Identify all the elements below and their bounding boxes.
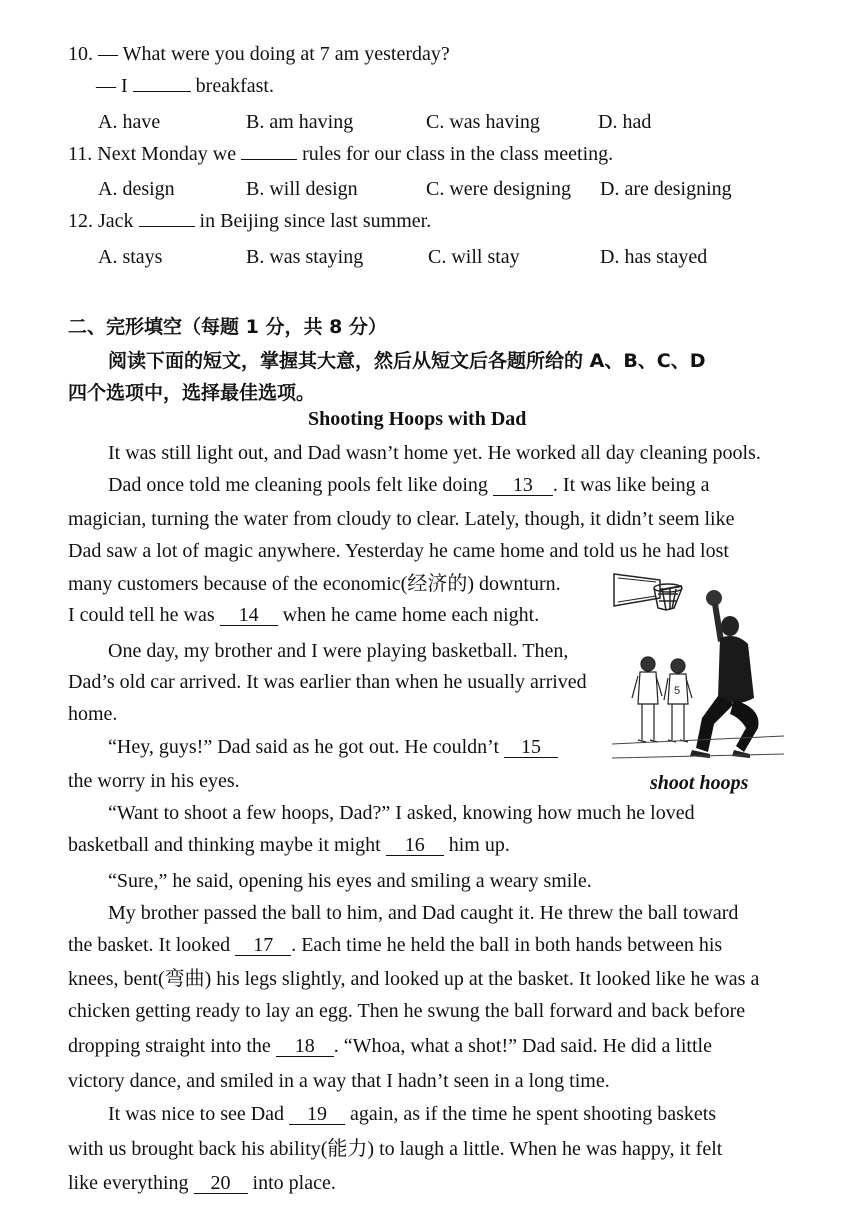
question-10-stem: 10. — What were you doing at 7 am yesterday? bbox=[68, 43, 450, 65]
option-b[interactable]: B. am having bbox=[246, 111, 354, 133]
option-c[interactable]: C. will stay bbox=[428, 246, 520, 268]
blank-15[interactable]: 15 bbox=[504, 737, 558, 758]
boy-figure-right bbox=[664, 659, 692, 742]
passage-line: Dad’s old car arrived. It was earlier than when he usually arrived bbox=[68, 671, 587, 693]
passage-title: Shooting Hoops with Dad bbox=[308, 408, 527, 430]
basketball-hoop-icon bbox=[614, 574, 682, 610]
blank-13[interactable]: 13 bbox=[493, 475, 553, 496]
option-b[interactable]: B. was staying bbox=[246, 246, 364, 268]
basketball-icon bbox=[706, 590, 722, 606]
blank-19[interactable]: 19 bbox=[289, 1104, 345, 1125]
passage-line: magician, turning the water from cloudy to clear. Lately, though, it didn’t seem like bbox=[68, 508, 735, 530]
passage-line: “Want to shoot a few hoops, Dad?” I asked, knowing how much he loved bbox=[108, 802, 695, 824]
passage-line: Dad once told me cleaning pools felt like doing 13 . It was like being a bbox=[108, 474, 710, 496]
passage-line: the worry in his eyes. bbox=[68, 770, 240, 792]
question-11-stem: 11. Next Monday we rules for our class in the class meeting. bbox=[68, 143, 614, 165]
option-c[interactable]: C. was having bbox=[426, 111, 540, 133]
passage-line: Dad saw a lot of magic anywhere. Yesterday he came home and told us he had lost bbox=[68, 540, 729, 562]
option-a[interactable]: A. stays bbox=[98, 246, 163, 268]
section-instruction: 阅读下面的短文，掌握其大意，然后从短文后各题所给的 A、B、C、D bbox=[108, 350, 706, 372]
basketball-illustration bbox=[612, 568, 784, 768]
passage-line: victory dance, and smiled in a way that I hadn’t seen in a long time. bbox=[68, 1070, 610, 1092]
option-a[interactable]: A. design bbox=[98, 178, 175, 200]
option-c[interactable]: C. were designing bbox=[426, 178, 571, 200]
section-instruction-cont: 四个选项中，选择最佳选项。 bbox=[68, 382, 316, 404]
passage-line: basketball and thinking maybe it might 16 him up. bbox=[68, 834, 510, 856]
passage-line: the basket. It looked 17 . Each time he held the ball in both hands between his bbox=[68, 934, 723, 956]
section-heading: 二、完形填空（每题 1 分，共 8 分） bbox=[68, 316, 387, 338]
answer-blank[interactable] bbox=[133, 91, 191, 92]
passage-line: “Sure,” he said, opening his eyes and smiling a weary smile. bbox=[108, 870, 592, 892]
passage-line: I could tell he was 14 when he came home each night. bbox=[68, 604, 540, 626]
blank-16[interactable]: 16 bbox=[386, 835, 444, 856]
passage-line: home. bbox=[68, 703, 118, 725]
option-d[interactable]: D. had bbox=[598, 111, 652, 133]
passage-line: “Hey, guys!” Dad said as he got out. He couldn’t 15 bbox=[108, 735, 558, 759]
option-a[interactable]: A. have bbox=[98, 111, 161, 133]
question-12-stem: 12. Jack in Beijing since last summer. bbox=[68, 210, 432, 232]
passage-line: like everything 20 into place. bbox=[68, 1172, 336, 1194]
option-b[interactable]: B. will design bbox=[246, 178, 358, 200]
blank-18[interactable]: 18 bbox=[276, 1036, 334, 1057]
blank-20[interactable]: 20 bbox=[194, 1173, 248, 1194]
blank-17[interactable]: 17 bbox=[235, 935, 291, 956]
blank-14[interactable]: 14 bbox=[220, 605, 278, 626]
passage-line: many customers because of the economic(经济的) downturn. bbox=[68, 573, 561, 595]
passage-line: It was still light out, and Dad wasn’t home yet. He worked all day cleaning pools. bbox=[108, 442, 761, 464]
jersey-number: 5 bbox=[674, 685, 681, 697]
illustration-caption: shoot hoops bbox=[650, 772, 749, 794]
passage-line: One day, my brother and I were playing basketball. Then, bbox=[108, 640, 569, 662]
passage-line: knees, bent(弯曲) his legs slightly, and looked up at the basket. It looked like he was a bbox=[68, 968, 760, 990]
option-d[interactable]: D. has stayed bbox=[600, 246, 708, 268]
question-10-line2: — I breakfast. bbox=[96, 75, 274, 97]
dad-shooting-figure bbox=[690, 604, 759, 758]
passage-line: My brother passed the ball to him, and Dad caught it. He threw the ball toward bbox=[108, 902, 739, 924]
answer-blank[interactable] bbox=[241, 159, 297, 160]
passage-line: dropping straight into the 18 . “Whoa, what a shot!” Dad said. He did a little bbox=[68, 1035, 712, 1057]
passage-line: with us brought back his ability(能力) to laugh a little. When he was happy, it felt bbox=[68, 1138, 723, 1160]
passage-line: It was nice to see Dad 19 again, as if the time he spent shooting baskets bbox=[108, 1103, 717, 1125]
option-d[interactable]: D. are designing bbox=[600, 178, 732, 200]
boy-figure-left bbox=[632, 657, 662, 742]
passage-line: chicken getting ready to lay an egg. Then he swung the ball forward and back before bbox=[68, 1000, 746, 1022]
answer-blank[interactable] bbox=[139, 226, 195, 227]
